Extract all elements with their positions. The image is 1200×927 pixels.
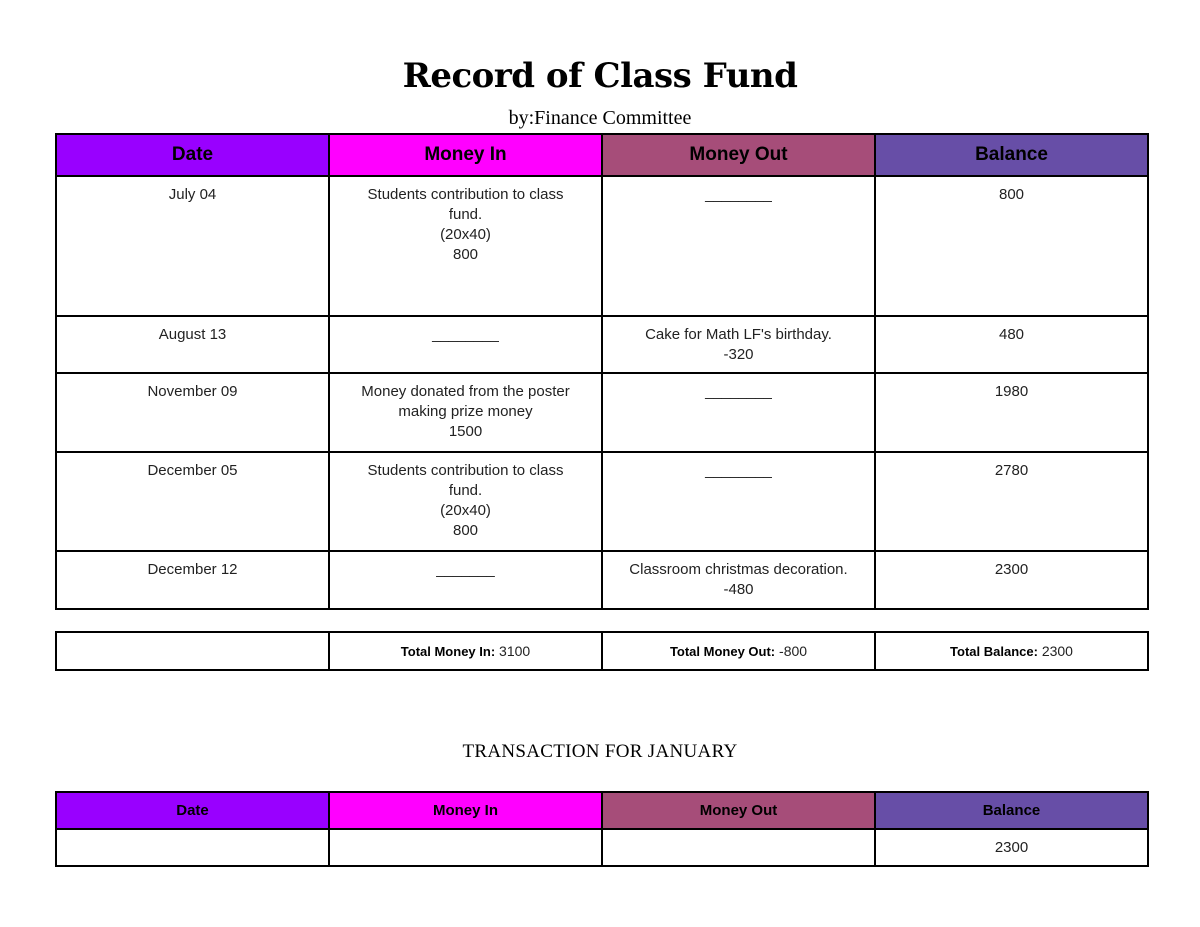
- total-balance-value: 2300: [1041, 643, 1073, 659]
- january-header-row: [56, 792, 1148, 829]
- total-money-out-value: -800: [779, 643, 808, 659]
- total-money-in-value: 3100: [499, 643, 531, 659]
- header-money-in: Money In: [329, 134, 602, 176]
- cell-date: December 05: [56, 452, 329, 551]
- cell-money-in: [329, 373, 602, 452]
- class-fund-table: [55, 133, 1149, 610]
- document-title: Record of Class Fund: [402, 56, 798, 96]
- money-in-text: Students contribution to class fund. (20x40) 800: [367, 186, 564, 263]
- table-row: [56, 551, 1148, 609]
- header-balance: Balance: [875, 134, 1148, 176]
- january-header-date: Date: [56, 792, 329, 829]
- cell-date: December 12: [56, 551, 329, 609]
- money-out-text: Classroom christmas decoration. -480: [629, 561, 848, 598]
- cell-date: November 09: [56, 373, 329, 452]
- money-out-text: Cake for Math LF's birthday. -320: [645, 326, 832, 363]
- total-balance-label: Total Balance:: [950, 644, 1038, 659]
- total-money-out-label: Total Money Out:: [669, 644, 776, 659]
- cell-date: July 04: [56, 176, 329, 316]
- january-cell-date: [56, 829, 329, 866]
- table-row: [56, 373, 1148, 452]
- money-in-text: Students contribution to class fund. (20x40) 800: [367, 462, 564, 539]
- cell-money-out: ________: [602, 176, 875, 316]
- january-heading: TRANSACTION FOR JANUARY: [462, 741, 738, 762]
- total-balance: [875, 632, 1148, 670]
- table-row: [56, 176, 1148, 316]
- totals-table: [55, 631, 1149, 671]
- january-header-money-out: Money Out: [602, 792, 875, 829]
- cell-money-out: ________: [602, 452, 875, 551]
- total-money-in-label: Total Money In:: [400, 644, 496, 659]
- cell-balance: 800: [875, 176, 1148, 316]
- money-in-text: Money donated from the poster making prize money 1500: [361, 383, 570, 440]
- cell-balance: 480: [875, 316, 1148, 373]
- january-cell-balance: 2300: [875, 829, 1148, 866]
- table-header-row: [56, 134, 1148, 176]
- january-header-money-in: Money In: [329, 792, 602, 829]
- january-header-balance: Balance: [875, 792, 1148, 829]
- table-row: [56, 452, 1148, 551]
- cell-money-in: ________: [329, 316, 602, 373]
- table-row: [56, 316, 1148, 373]
- totals-empty-cell: [56, 632, 329, 670]
- document-subtitle: by:Finance Committee: [508, 107, 692, 129]
- january-row: [56, 829, 1148, 866]
- cell-balance: 2780: [875, 452, 1148, 551]
- cell-date: August 13: [56, 316, 329, 373]
- header-money-out: Money Out: [602, 134, 875, 176]
- cell-money-out: [602, 551, 875, 609]
- total-money-in: [329, 632, 602, 670]
- cell-money-out: ________: [602, 373, 875, 452]
- cell-money-in: [329, 452, 602, 551]
- cell-money-in: _______: [329, 551, 602, 609]
- january-cell-money-in: [329, 829, 602, 866]
- total-money-out: [602, 632, 875, 670]
- cell-balance: 1980: [875, 373, 1148, 452]
- cell-money-in: [329, 176, 602, 316]
- cell-balance: 2300: [875, 551, 1148, 609]
- january-cell-money-out: [602, 829, 875, 866]
- totals-row: [56, 632, 1148, 670]
- cell-money-out: [602, 316, 875, 373]
- header-date: Date: [56, 134, 329, 176]
- january-table: [55, 791, 1149, 867]
